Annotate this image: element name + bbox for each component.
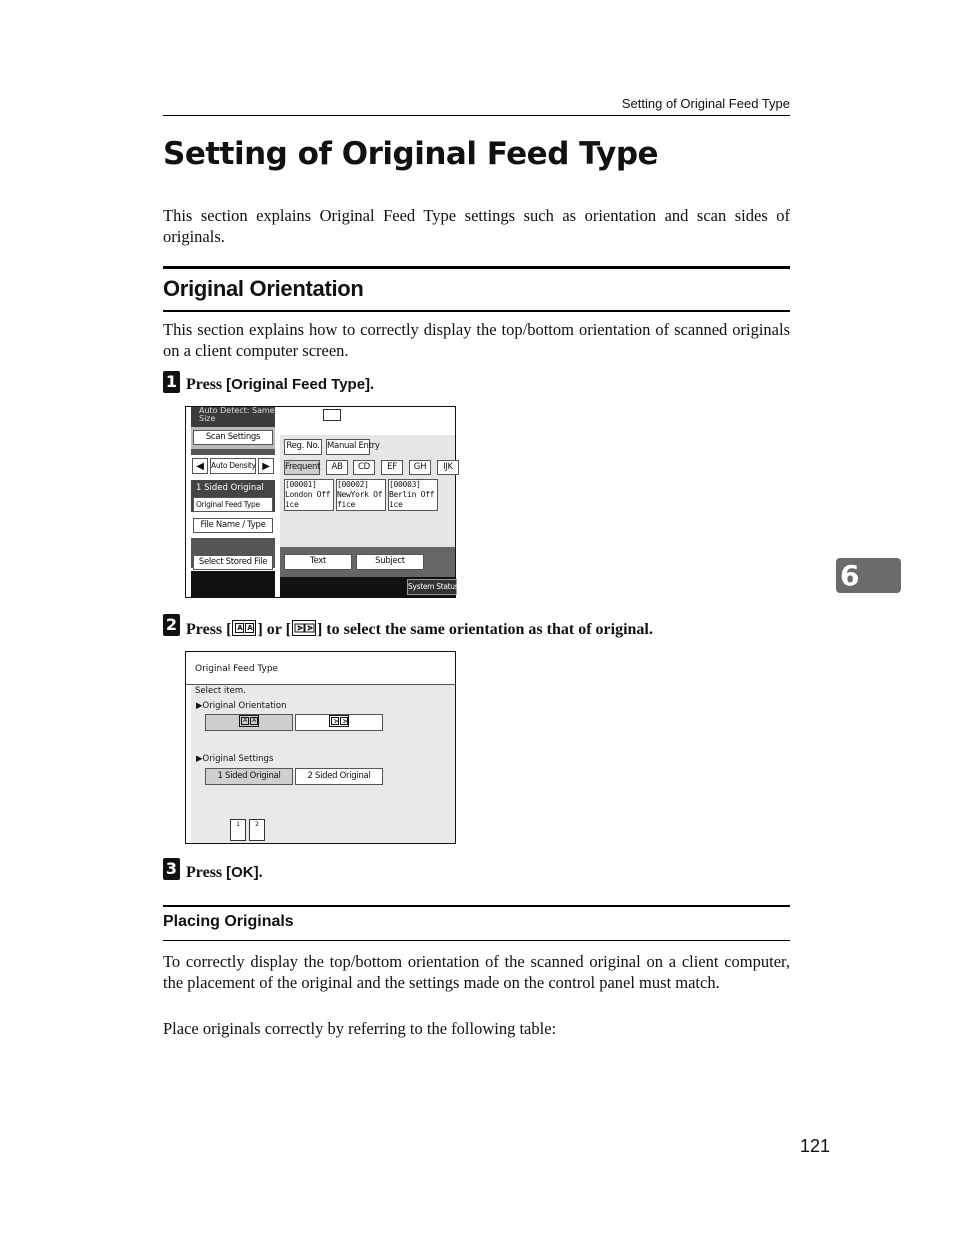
left-footer <box>191 571 275 597</box>
orientation-label-text: Original Orientation <box>202 701 287 711</box>
subsection-rule-top <box>163 905 790 907</box>
one-sided-original-button[interactable]: 1 Sided Original <box>205 768 293 785</box>
auto-detect-text: Auto Detect: Same Size <box>199 406 275 423</box>
step-2-text-b: ] or [ <box>257 621 291 638</box>
intro-paragraph: This section explains Original Feed Type settings such as orientation and scan sides of originals. <box>163 206 790 246</box>
tab-gh[interactable]: GH <box>409 460 431 475</box>
original-feed-type-screen <box>185 651 456 844</box>
scan-settings-button[interactable]: Scan Settings <box>193 430 273 445</box>
density-decrease-button[interactable]: ◀ <box>192 458 208 474</box>
section-heading: Original Orientation <box>163 276 364 301</box>
step-3-pre: Press <box>186 864 227 881</box>
orientation-label: ▶Original Orientation <box>196 701 287 711</box>
tab-frequent[interactable]: Frequent <box>284 460 320 475</box>
step-1-ui: [Original Feed Type] <box>226 376 371 393</box>
tab-ijk[interactable]: IJK <box>437 460 459 475</box>
subject-button[interactable]: Subject <box>356 554 424 570</box>
page-icon-1: 1 <box>230 819 246 841</box>
tab-cd[interactable]: CD <box>353 460 375 475</box>
original-feed-type-button[interactable]: Original Feed Type <box>193 497 273 512</box>
subsection-heading: Placing Originals <box>163 913 294 930</box>
step-1-text <box>186 376 374 394</box>
destination-berlin[interactable] <box>388 479 438 511</box>
step-2-text-c: ] to select the same orientation as that of original. <box>316 621 653 638</box>
destination-london-name: London Office <box>285 490 331 509</box>
subsection-paragraph-1: To correctly display the top/bottom orientation of the scanned original on a client computer, the placement of the original and the settings made on the control panel must match. <box>163 952 790 992</box>
density-scale <box>191 449 275 455</box>
header-rule <box>163 115 790 116</box>
landscape-orientation-button[interactable] <box>295 714 383 731</box>
portrait-icon: A A <box>239 715 259 727</box>
step-1-post: . <box>370 376 375 393</box>
destination-newyork[interactable] <box>336 479 386 511</box>
settings-label: ▶Original Settings <box>196 754 274 764</box>
landscape-orientation-icon: A A <box>292 620 316 636</box>
subsection-paragraph-2: Place originals correctly by referring to the following table: <box>163 1019 557 1038</box>
section-rule-bottom <box>163 310 790 312</box>
destination-newyork-name: NewYork Office <box>337 490 383 509</box>
file-name-type-button[interactable]: File Name / Type <box>193 518 273 533</box>
destination-london-number: [00001] <box>285 480 317 489</box>
dialog-title: Original Feed Type <box>195 664 279 674</box>
select-item-text: Select item. <box>195 686 246 696</box>
top-dark-bar <box>191 407 275 427</box>
tab-ef[interactable]: EF <box>381 460 403 475</box>
section-paragraph: This section explains how to correctly display the top/bottom orientation of scanned originals on a client computer screen. <box>163 320 790 360</box>
page-icon-2: 2 <box>249 819 265 841</box>
scanner-main-screen <box>185 406 459 598</box>
destination-newyork-number: [00002] <box>337 480 369 489</box>
portrait-orientation-button[interactable] <box>205 714 293 731</box>
portrait-orientation-icon: A A <box>232 620 256 636</box>
destination-berlin-name: Berlin Office <box>389 490 435 509</box>
page-number: 121 <box>800 1136 831 1156</box>
step-1-number: 1 <box>163 371 180 393</box>
subsection-rule-bottom <box>163 940 790 941</box>
manual-entry-button[interactable]: Manual Entry <box>326 439 370 455</box>
step-3-ui: [OK] <box>226 864 259 881</box>
step-3-post: . <box>258 864 263 881</box>
step-1-pre: Press <box>186 376 227 393</box>
destination-london[interactable] <box>284 479 334 511</box>
reg-no-button[interactable]: Reg. No. <box>284 439 322 455</box>
two-sided-original-button[interactable]: 2 Sided Original <box>295 768 383 785</box>
section-rule-top <box>163 266 790 269</box>
step-2-text <box>186 620 653 639</box>
step-3-number: 3 <box>163 858 180 880</box>
settings-label-text: Original Settings <box>202 754 274 764</box>
auto-density-button[interactable]: Auto Density <box>210 458 256 474</box>
select-stored-file-button[interactable]: Select Stored File <box>193 555 273 570</box>
document-icon <box>323 409 341 421</box>
landscape-icon: A A <box>329 715 349 727</box>
running-header: Setting of Original Feed Type <box>621 96 790 111</box>
tab-ab[interactable]: AB <box>326 460 348 475</box>
destination-berlin-number: [00003] <box>389 480 421 489</box>
page-title: Setting of Original Feed Type <box>163 136 659 172</box>
text-button[interactable]: Text <box>284 554 352 570</box>
system-status-button[interactable]: System Status <box>407 579 457 595</box>
sided-original-label: 1 Sided Original <box>196 483 264 493</box>
step-3-text <box>186 864 263 882</box>
chapter-tab: 6 <box>836 558 901 593</box>
density-increase-button[interactable]: ▶ <box>258 458 274 474</box>
step-2-text-a: Press [ <box>186 621 232 638</box>
step-2-number: 2 <box>163 614 180 636</box>
